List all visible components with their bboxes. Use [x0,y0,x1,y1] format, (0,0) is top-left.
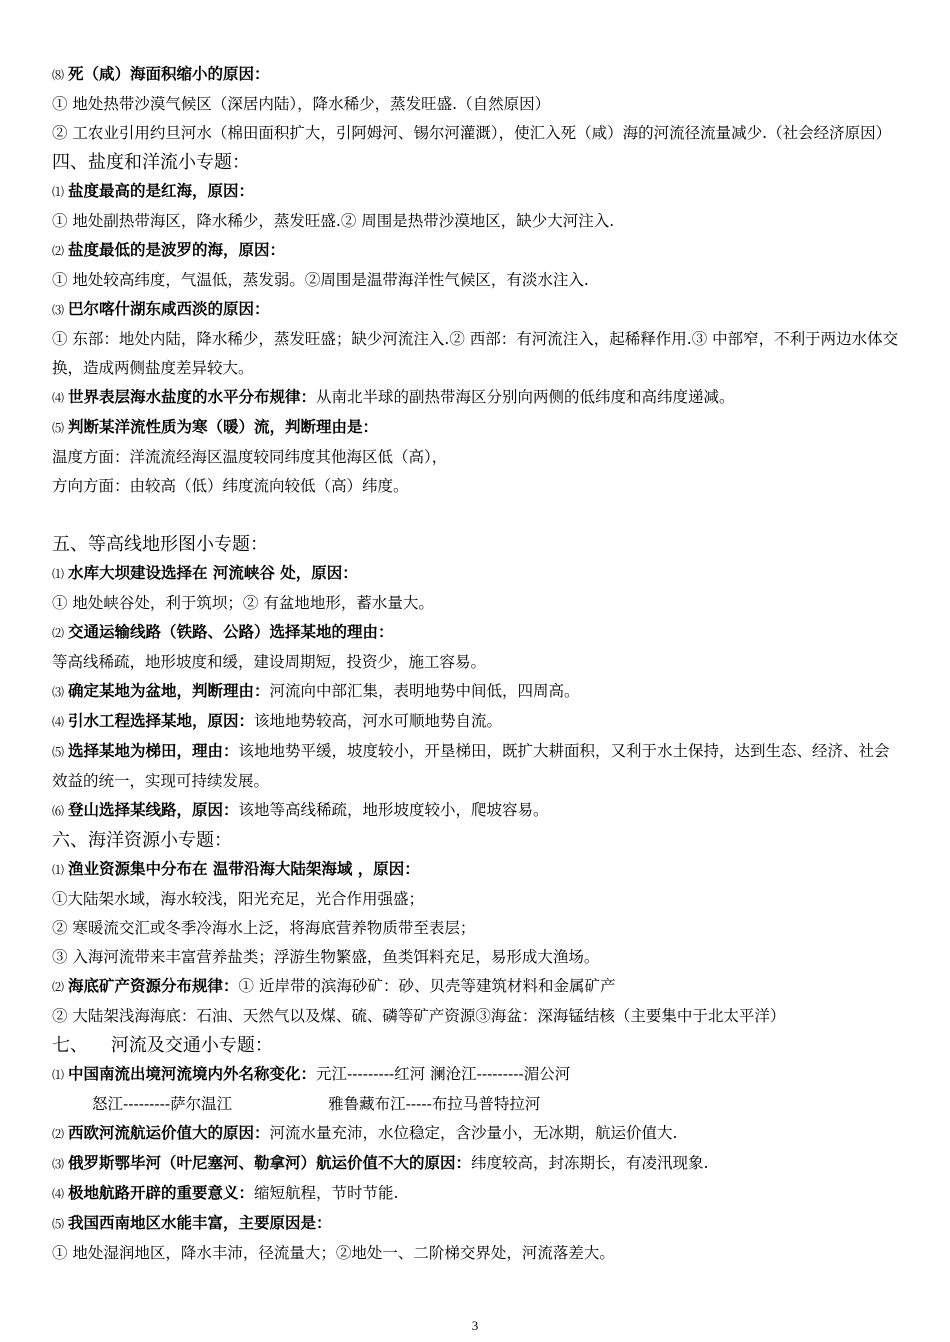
item-line: ⑸ 选择某地为梯田，理由：该地地势平缓，坡度较小，开垦梯田，既扩大耕面积，又利于水土保持，达到生态、经济、社会效益的统一，实现可持续发展。 [52,742,890,790]
item-line: ⑵ 海底矿产资源分布规律：① 近岸带的滨海砂矿：砂、贝壳等建筑材料和金属矿产 [52,977,616,995]
text-line: ① 地处湿润地区，降水丰沛，径流量大；②地处一、二阶梯交界处，河流落差大。 [52,1244,615,1262]
text-line: 等高线稀疏，地形坡度和缓，建设周期短，投资少，施工容易。 [52,653,487,671]
text-line: 温度方面：洋流流经海区温度较同纬度其他海区低（高）， [52,448,448,466]
item-line: ⑶ 确定某地为盆地，判断理由：河流向中部汇集，表明地势中间低，四周高。 [52,682,580,700]
document-body [52,60,904,1268]
item-heading: ⑵ 交通运输线路（铁路、公路）选择某地的理由： [52,623,394,641]
item-heading: ⑸ 判断某洋流性质为寒（暖）流，判断理由是： [52,418,379,436]
item-line: ⑴ 中国南流出境河流境内外名称变化：元江---------红河 澜沧江---------湄公河 [52,1065,571,1083]
text-line: ② 大陆架浅海海底：石油、天然气以及煤、硫、磷等矿产资源③海盆：深海锰结核（主要集中于北太平洋） [52,1007,786,1025]
text-line: ① 东部：地处内陆，降水稀少，蒸发旺盛；缺少河流注入.② 西部：有河流注入，起稀释作用.③ 中部窄，不利于两边水体交换，造成两侧盐度差异较大。 [52,330,899,377]
section-heading-5: 五、等高线地形图小专题： [52,534,268,555]
item-heading: ⑵ 盐度最低的是波罗的海，原因： [52,241,286,259]
item-heading: ⑴ 盐度最高的是红海，原因： [52,182,255,200]
item-8-heading: ⑻ 死（咸）海面积缩小的原因： [52,65,270,83]
text-line: ② 寒暖流交汇或冬季冷海水上泛，将海底营养物质带至表层； [52,919,476,937]
item-line: ⑶ 俄罗斯鄂毕河（叶尼塞河、勒拿河）航运价值不大的原因：纬度较高，封冻期长，有凌汛现象. [52,1154,709,1172]
text-line: ② 工农业引用约旦河水（棉田面积扩大，引阿姆河、锡尔河灌溉），使汇入死（咸）海的河流径流量减少.（社会经济原因） [52,124,892,142]
section-heading-4: 四、盐度和洋流小专题： [52,152,250,173]
text-line: ①大陆架水域，海水较浅，阳光充足，光合作用强盛； [52,890,425,908]
section-heading-7: 七、 河流及交通小专题： [52,1035,273,1056]
item-line: ⑹ 登山选择某线路，原因：该地等高线稀疏，地形坡度较小，爬坡容易。 [52,801,549,819]
text-line: 方向方面：由较高（低）纬度流向较低（高）纬度。 [52,477,409,495]
text-line: ① 地处较高纬度，气温低，蒸发弱。②周围是温带海洋性气候区，有淡水注入. [52,271,589,289]
item-line: ⑷ 引水工程选择某地，原因：该地地势较高，河水可顺地势自流。 [52,712,503,730]
item-heading: ⑴ 渔业资源集中分布在 温带沿海大陆架海域 ，原因： [52,860,420,878]
item-line: ⑷ 极地航路开辟的重要意义：缩短航程，节时节能. [52,1184,399,1202]
river-names-line: 怒江---------萨尔温江 雅鲁藏布江-----布拉马普特拉河 [92,1095,541,1113]
section-heading-6: 六、海洋资源小专题： [52,830,232,851]
item-line: ⑵ 西欧河流航运价值大的原因：河流水量充沛，水位稳定，含沙量小，无冰期，航运价值大. [52,1124,678,1142]
item-line: ⑷ 世界表层海水盐度的水平分布规律：从南北半球的副热带海区分别向两侧的低纬度和高纬度递减。 [52,388,735,406]
item-heading: ⑸ 我国西南地区水能丰富，主要原因是： [52,1214,332,1232]
text-line: ① 地处热带沙漠气候区（深居内陆），降水稀少，蒸发旺盛.（自然原因） [52,95,551,113]
text-line: ① 地处峡谷处，利于筑坝；② 有盆地地形，蓄水量大。 [52,594,434,612]
text-line: ③ 入海河流带来丰富营养盐类；浮游生物繁盛，鱼类饵料充足，易形成大渔场。 [52,948,600,966]
blank-line [52,501,904,530]
text-line: ① 地处副热带海区，降水稀少，蒸发旺盛.② 周围是热带沙漠地区，缺少大河注入. [52,212,615,230]
page-number: 3 [471,1318,479,1333]
item-heading: ⑴ 水库大坝建设选择在 河流峡谷 处，原因： [52,564,358,582]
item-heading: ⑶ 巴尔喀什湖东咸西淡的原因： [52,300,270,318]
